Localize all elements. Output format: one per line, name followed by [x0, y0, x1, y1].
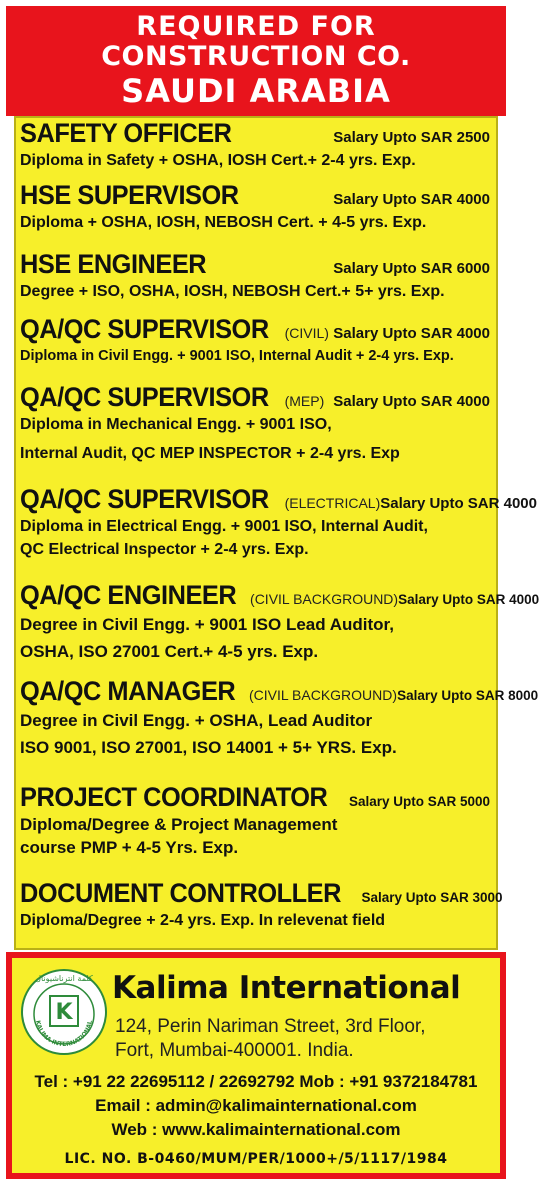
- logo-arabic-text: كلمة انترناشيونال: [35, 974, 93, 983]
- website-line: Web : www.kalimainternational.com: [111, 1120, 401, 1139]
- job-hse-engineer: [20, 249, 494, 303]
- header-line-3: SAUDI ARABIA: [121, 72, 391, 110]
- agency-panel: [12, 958, 500, 1173]
- job-requirement: Diploma + OSHA, IOSH, NEBOSH Cert. + 4-5 yrs. Exp.: [20, 214, 427, 231]
- job-requirement: Diploma/Degree & Project Management: [20, 815, 338, 834]
- job-requirement: Degree + ISO, OSHA, IOSH, NEBOSH Cert.+ 5+ yrs. Exp.: [20, 283, 445, 300]
- job-requirement: Diploma in Civil Engg. + 9001 ISO, Internal Audit + 2-4 yrs. Exp.: [20, 348, 454, 364]
- job-title: QA/QC MANAGER: [20, 676, 236, 706]
- job-salary: Salary Upto SAR 8000: [397, 688, 539, 703]
- job-title: QA/QC SUPERVISOR: [20, 484, 269, 514]
- job-salary: Salary Upto SAR 4000: [333, 393, 490, 410]
- job-requirement: Degree in Civil Engg. + OSHA, Lead Auditor: [20, 711, 373, 730]
- email-line: Email : admin@kalimainternational.com: [95, 1096, 417, 1115]
- address-line-1: 124, Perin Nariman Street, 3rd Floor,: [115, 1016, 426, 1037]
- job-requirement: QC Electrical Inspector + 2-4 yrs. Exp.: [20, 541, 309, 558]
- job-qualifier: (CIVIL BACKGROUND): [250, 591, 399, 607]
- job-salary: Salary Upto SAR 3000: [361, 890, 503, 905]
- job-qaqc-supervisor-civil: [20, 314, 494, 368]
- logo-letter: K: [55, 1000, 73, 1025]
- job-document-controller: [20, 878, 503, 932]
- job-requirement: Degree in Civil Engg. + 9001 ISO Lead Auditor,: [20, 615, 394, 634]
- header-line-1: REQUIRED FOR: [136, 11, 376, 42]
- job-project-coordinator: [20, 782, 494, 859]
- job-requirement: course PMP + 4-5 Yrs. Exp.: [20, 838, 239, 857]
- job-listings: [14, 116, 540, 950]
- job-title: DOCUMENT CONTROLLER: [20, 878, 341, 908]
- job-hse-supervisor: [20, 180, 494, 234]
- license-number: LIC. NO. B-0460/MUM/PER/1000+/5/1117/1984: [64, 1151, 448, 1167]
- job-qaqc-supervisor-electrical: [20, 484, 537, 561]
- job-salary: Salary Upto SAR 4000: [380, 495, 537, 512]
- job-title: PROJECT COORDINATOR: [20, 782, 328, 812]
- job-qaqc-engineer: [20, 580, 540, 665]
- job-qualifier: (CIVIL BACKGROUND): [249, 687, 398, 703]
- job-title: SAFETY OFFICER: [20, 118, 232, 148]
- job-requirement: Diploma in Safety + OSHA, IOSH Cert.+ 2-4 yrs. Exp.: [20, 152, 416, 169]
- job-requirement: Diploma/Degree + 2-4 yrs. Exp. In relevenat field: [20, 912, 386, 929]
- kalima-logo: [20, 968, 108, 1056]
- phone-line: Tel : +91 22 22695112 / 22692792 Mob : +91 9372184781: [34, 1072, 478, 1091]
- job-qualifier: (ELECTRICAL): [284, 495, 381, 511]
- logo-ring-text: KALIMA INTERNATIONAL: [34, 1019, 94, 1049]
- job-title: HSE ENGINEER: [20, 249, 207, 279]
- job-title: HSE SUPERVISOR: [20, 180, 239, 210]
- job-requirement: Internal Audit, QC MEP INSPECTOR + 2-4 yrs. Exp: [20, 445, 400, 462]
- address-line-2: Fort, Mumbai-400001. India.: [115, 1040, 354, 1061]
- job-salary: Salary Upto SAR 2500: [333, 129, 490, 146]
- job-salary: Salary Upto SAR 4000: [333, 325, 490, 342]
- logo-emblem-icon: [20, 968, 108, 1056]
- job-requirement: Diploma in Mechanical Engg. + 9001 ISO,: [20, 416, 332, 433]
- header-line-2: CONSTRUCTION CO.: [101, 41, 411, 72]
- job-qaqc-supervisor-mep: [20, 382, 494, 465]
- job-salary: Salary Upto SAR 5000: [348, 794, 490, 809]
- job-title: QA/QC ENGINEER: [20, 580, 237, 610]
- job-requirement: ISO 9001, ISO 27001, ISO 14001 + 5+ YRS. Exp.: [20, 738, 397, 757]
- job-salary: Salary Upto SAR 6000: [333, 260, 490, 277]
- job-title: QA/QC SUPERVISOR: [20, 314, 269, 344]
- job-title: QA/QC SUPERVISOR: [20, 382, 269, 412]
- job-salary: Salary Upto SAR 4000: [398, 592, 540, 607]
- job-qualifier: (MEP): [284, 393, 325, 409]
- job-qaqc-manager: [20, 676, 539, 761]
- job-salary: Salary Upto SAR 4000: [333, 191, 490, 208]
- job-safety-officer: [20, 118, 494, 172]
- ad-header: [6, 6, 506, 116]
- company-name: Kalima International: [112, 970, 461, 1006]
- job-requirement: Diploma in Electrical Engg. + 9001 ISO, Internal Audit,: [20, 518, 428, 535]
- job-requirement: OSHA, ISO 27001 Cert.+ 4-5 yrs. Exp.: [20, 642, 319, 661]
- job-qualifier: (CIVIL): [284, 325, 329, 341]
- agency-footer: [6, 952, 506, 1179]
